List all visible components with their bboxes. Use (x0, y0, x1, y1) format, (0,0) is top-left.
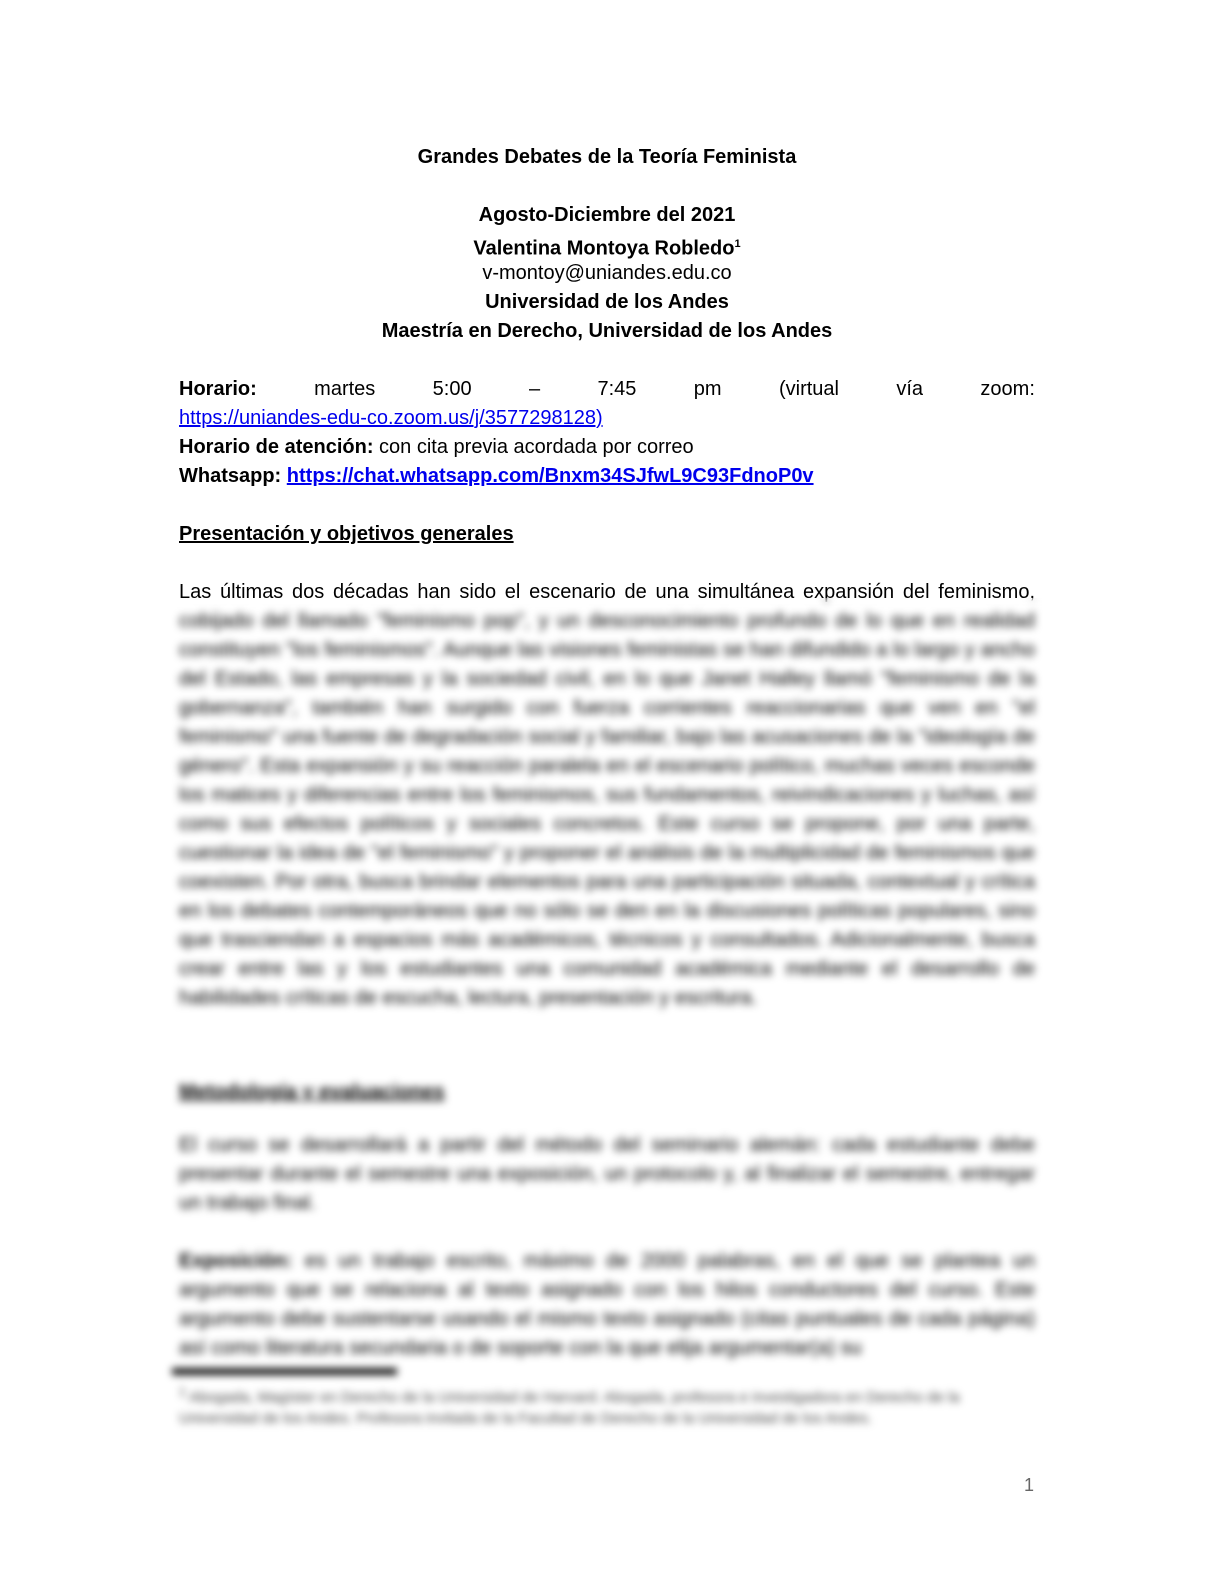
horario-line (179, 375, 1035, 404)
atencion-value: con cita previa acordada por correo (379, 436, 694, 458)
atencion-line (179, 433, 1035, 462)
whatsapp-link[interactable]: https://chat.whatsapp.com/Bnxm34SJfwL9C93FdnoP0v (286, 465, 814, 487)
horario-word: vía (896, 378, 924, 400)
metodologia-paragraph: El curso se desarrollará a partir del método del seminario alemán: cada estudiante debe presentar durante el semestre una exposición, un protocolo y, al finalizar el semestre, entregar un trabajo final. (179, 1134, 1035, 1214)
horario-word: – (528, 378, 541, 400)
whatsapp-line (179, 462, 1035, 491)
horario-block (179, 375, 1035, 491)
horario-word: pm (693, 378, 722, 400)
horario-word: (virtual (778, 378, 839, 400)
page-number: 1 (1024, 1475, 1035, 1495)
footnote-marker: 1 (179, 1385, 186, 1399)
horario-label: Horario: (179, 378, 257, 400)
metodologia-heading: Metodología y evaluaciones (179, 1081, 445, 1103)
program: Maestría en Derecho, Universidad de los Andes (381, 320, 833, 342)
whatsapp-label: Whatsapp: (179, 465, 282, 487)
redaction-blur-overlay (160, 598, 1060, 1478)
exposicion-label: Exposición: (179, 1250, 293, 1272)
horario-word: zoom: (980, 378, 1035, 400)
course-title: Grandes Debates de la Teoría Feminista (417, 146, 797, 168)
horario-word: 5:00 (432, 378, 472, 400)
zoom-link[interactable]: https://uniandes-edu-co.zoom.us/j/3577298128) (179, 407, 603, 429)
instructor-name: Valentina Montoya Robledo (473, 237, 735, 260)
presentacion-heading: Presentación y objetivos generales (179, 523, 514, 545)
horario-word: 7:45 (597, 378, 637, 400)
email: v-montoy@uniandes.edu.co (482, 262, 732, 284)
term: Agosto-Diciembre del 2021 (478, 204, 736, 226)
horario-word: martes (314, 378, 376, 400)
footnote-text: Abogada, Magíster en Derecho de la Universidad de Harvard. Abogada, profesora e investigadora en Derecho de la Universidad de los Andes. Profesora invitada de la Facultad de Derecho de la Universidad de los Andes. (179, 1389, 960, 1427)
footnote-ref[interactable]: 1 (734, 238, 741, 250)
exposicion-text: es un trabajo escrito, máximo de 2000 palabras, en el que se plantea un argumento que se relaciona al texto asignado con los hilos conductores del curso. Este argumento debe sustentarse usando el mismo texto asignado (citas puntuales de cada página) así como literatura secundaria o de soporte con la que elija argumentar(a) su (179, 1250, 1035, 1359)
atencion-label: Horario de atención: (179, 436, 374, 458)
university: Universidad de los Andes (485, 291, 729, 313)
presentacion-paragraph: Las últimas dos décadas han sido el escenario de una simultánea expansión del feminismo, cobijado del llamado "feminismo pop", y un desconocimiento profundo de lo que en realidad constituyen "los feminismos". Aunque las visiones feministas se han difundido a lo largo y ancho del Estado, las empresas y la sociedad civil, en lo que Janet Halley llamó "feminismo de la gobernanza", también han surgido con fuerza corrientes reaccionarias que ven en "el feminismo" una fuente de degradación social y familiar, bajo las acusaciones de la "ideología de género". Esta expansión y su reacción paralela en el escenario político, muchas veces esconde los matices y diferencias entre los feminismos, sus fundamentos, reivindicaciones y luchas, así como sus efectos políticos y sociales concretos. Este curso se propone, por una parte, cuestionar la idea de "el feminismo" y proponer el análisis de la multiplicidad de feminismos que coexisten. Por otra, busca brindar elementos para una participación situada, contextual y crítica en los debates contemporáneos que no sólo se den en la discusiones políticas populares, sino que trasciendan a espacios más académicos, técnicos y consultados. Adicionalmente, busca crear entre las y los estudiantes una comunidad académica mediante el desarrollo de habilidades críticas de escucha, lectura, presentación y escritura. (179, 581, 1035, 1009)
